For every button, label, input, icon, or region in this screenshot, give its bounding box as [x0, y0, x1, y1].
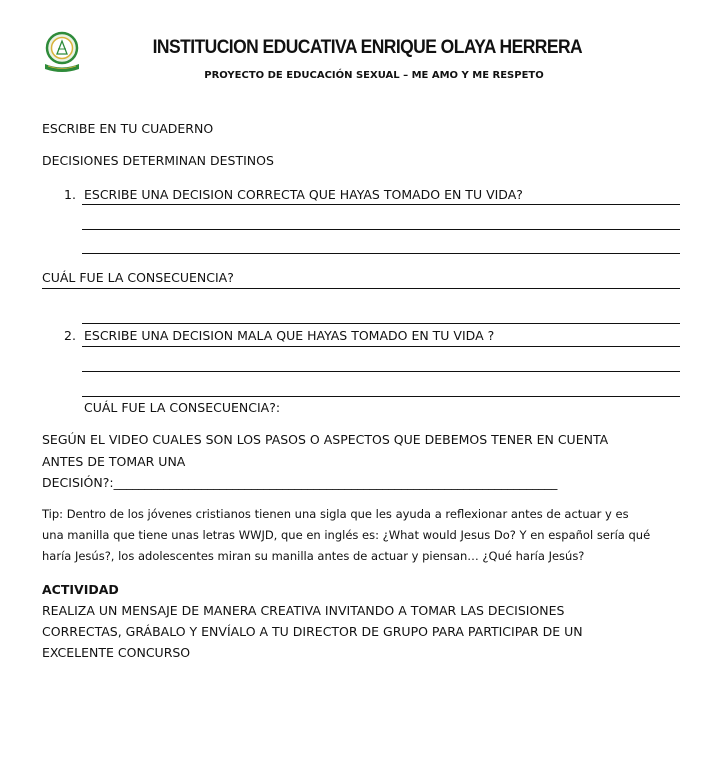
tip-line-2: una manilla que tiene unas letras WWJD, que en inglés es: ¿What would Jesus Do? Y en español sería qué	[42, 528, 651, 542]
page-subtitle: PROYECTO DE EDUCACIÓN SEXUAL – ME AMO Y ME RESPETO	[204, 70, 544, 81]
question-1-number: 1.	[64, 187, 76, 202]
consequence-1-text: CUÁL FUE LA CONSECUENCIA?	[42, 270, 234, 285]
activity-line-2: CORRECTAS, GRÁBALO Y ENVÍALO A TU DIRECTOR DE GRUPO PARA PARTICIPAR DE UN	[42, 624, 583, 639]
answer-line	[82, 396, 680, 397]
video-question-line-3: DECISIÓN?:_______________________________________________________________________	[42, 475, 558, 490]
page-title: INSTITUCION EDUCATIVA ENRIQUE OLAYA HERRERA	[152, 37, 583, 58]
answer-line	[82, 229, 680, 230]
consequence-2-text: CUÁL FUE LA CONSECUENCIA?:	[84, 400, 281, 415]
theme-text: DECISIONES DETERMINAN DESTINOS	[42, 153, 274, 168]
answer-line	[42, 288, 680, 289]
activity-line-1: REALIZA UN MENSAJE DE MANERA CREATIVA INVITANDO A TOMAR LAS DECISIONES	[42, 603, 565, 618]
answer-line	[82, 371, 680, 372]
tip-line-1: Tip: Dentro de los jóvenes cristianos tienen una sigla que les ayuda a reflexionar antes de actuar y es	[42, 507, 629, 521]
activity-line-3: EXCELENTE CONCURSO	[42, 645, 191, 660]
instruction-text: ESCRIBE EN TU CUADERNO	[42, 121, 214, 136]
answer-line	[82, 346, 680, 347]
question-1-text: ESCRIBE UNA DECISION CORRECTA QUE HAYAS TOMADO EN TU VIDA?	[84, 187, 523, 202]
question-2-text: ESCRIBE UNA DECISION MALA QUE HAYAS TOMADO EN TU VIDA ?	[84, 328, 495, 343]
video-question-line-1: SEGÚN EL VIDEO CUALES SON LOS PASOS O ASPECTOS QUE DEBEMOS TENER EN CUENTA	[42, 432, 609, 447]
answer-line	[82, 204, 680, 205]
tip-line-3: haría Jesús?, los adolescentes miran su manilla antes de actuar y piensan… ¿Qué haría Jesús?	[42, 549, 585, 563]
video-question-line-2: ANTES DE TOMAR UNA	[42, 454, 186, 469]
answer-line	[82, 253, 680, 254]
activity-heading: ACTIVIDAD	[42, 582, 119, 597]
answer-line	[82, 323, 680, 324]
question-2-number: 2.	[64, 328, 76, 343]
